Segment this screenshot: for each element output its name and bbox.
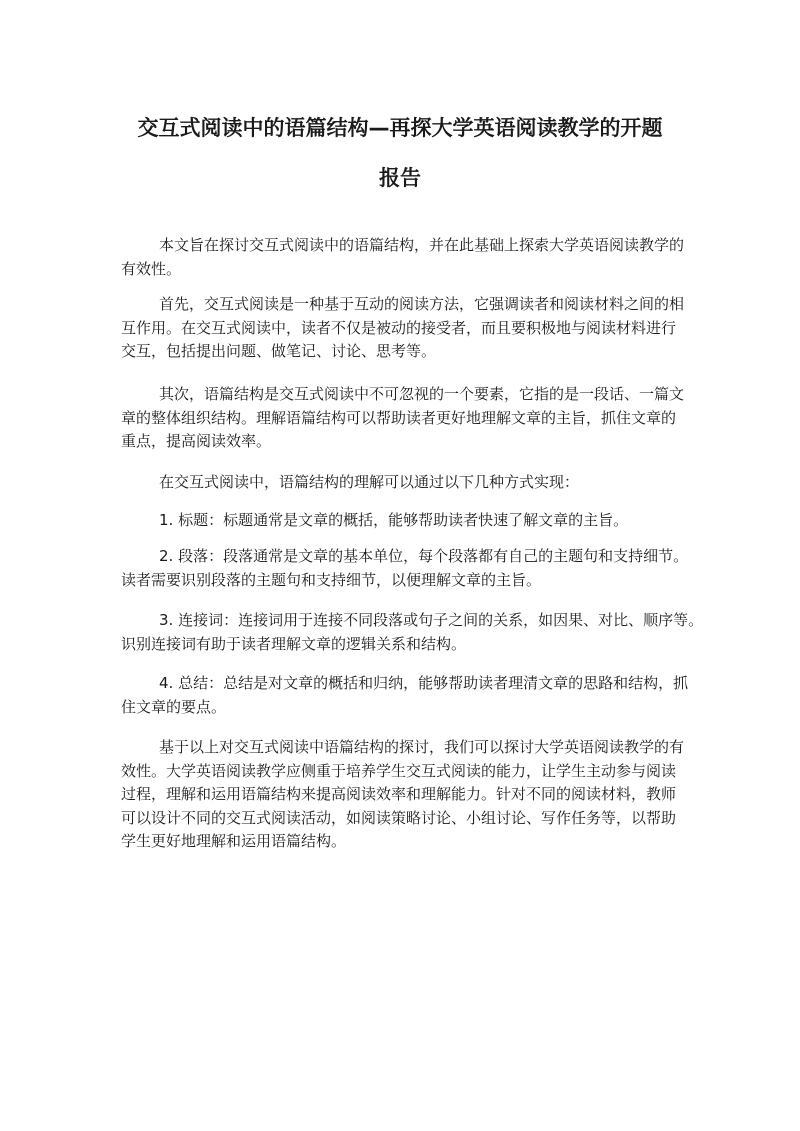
paragraph-line: 可以设计不同的交互式阅读活动，如阅读策略讨论、小组讨论、写作任务等，以帮助 bbox=[121, 808, 677, 827]
paragraph-second-point bbox=[121, 383, 685, 454]
paragraph-line: 本文旨在探讨交互式阅读中的语篇结构，并在此基础上探索大学英语阅读教学的 bbox=[159, 236, 685, 254]
paragraph-line: 互作用。在交互式阅读中，读者不仅是被动的接受者，而且要积极地与阅读材料进行 bbox=[121, 318, 677, 337]
paragraph-line: 3. 连接词：连接词用于连接不同段落或句子之间的关系，如因果、对比、顺序等。 bbox=[159, 611, 704, 629]
paragraph-methods-intro bbox=[121, 471, 681, 495]
paragraph-conclusion bbox=[121, 736, 685, 854]
paragraph-line: 1. 标题：标题通常是文章的概括，能够帮助读者快速了解文章的主旨。 bbox=[159, 511, 629, 529]
paragraph-line: 在交互式阅读中，语篇结构的理解可以通过以下几种方式实现： bbox=[159, 473, 580, 491]
paragraph-line: 基于以上对交互式阅读中语篇结构的探讨，我们可以探讨大学英语阅读教学的有 bbox=[159, 738, 685, 756]
paragraph-line: 住文章的要点。 bbox=[121, 697, 227, 716]
paragraph-line: 首先，交互式阅读是一种基于互动的阅读方法，它强调读者和阅读材料之间的相 bbox=[159, 295, 685, 313]
document-title-line-1: 交互式阅读中的语篇结构—再探大学英语阅读教学的开题 bbox=[137, 116, 663, 140]
paragraph-line: 有效性。 bbox=[121, 259, 182, 278]
paragraph-line: 章的整体组织结构。理解语篇结构可以帮助读者更好地理解文章的主旨，抓住文章的 bbox=[121, 408, 677, 427]
paragraph-line: 识别连接词有助于读者理解文章的逻辑关系和结构。 bbox=[121, 634, 467, 653]
list-item-connectives bbox=[121, 609, 704, 656]
list-item-title bbox=[121, 509, 681, 533]
paragraph-line: 2. 段落：段落通常是文章的基本单位，每个段落都有自己的主题句和支持细节。 bbox=[159, 547, 689, 565]
paragraph-line: 学生更好地理解和运用语篇结构。 bbox=[121, 832, 347, 850]
paragraph-intro bbox=[121, 234, 685, 281]
list-item-summary bbox=[121, 672, 689, 719]
paragraph-line: 读者需要识别段落的主题句和支持细节，以便理解文章的主旨。 bbox=[121, 570, 542, 589]
list-item-paragraph bbox=[121, 545, 689, 592]
paragraph-line: 其次，语篇结构是交互式阅读中不可忽视的一个要素，它指的是一段话、一篇文 bbox=[159, 385, 685, 403]
paragraph-line: 重点，提高阅读效率。 bbox=[121, 432, 272, 450]
document-title-line-2: 报告 bbox=[379, 166, 421, 190]
paragraph-line: 过程，理解和运用语篇结构来提高阅读效率和理解能力。针对不同的阅读材料，教师 bbox=[121, 785, 677, 803]
paragraph-first-point bbox=[121, 293, 685, 364]
paragraph-line: 效性。大学英语阅读教学应侧重于培养学生交互式阅读的能力，让学生主动参与阅读 bbox=[121, 761, 677, 780]
paragraph-line: 交互，包括提出问题、做笔记、讨论、思考等。 bbox=[121, 342, 437, 360]
paragraph-line: 4. 总结：总结是对文章的概括和归纳，能够帮助读者理清文章的思路和结构，抓 bbox=[159, 674, 689, 692]
